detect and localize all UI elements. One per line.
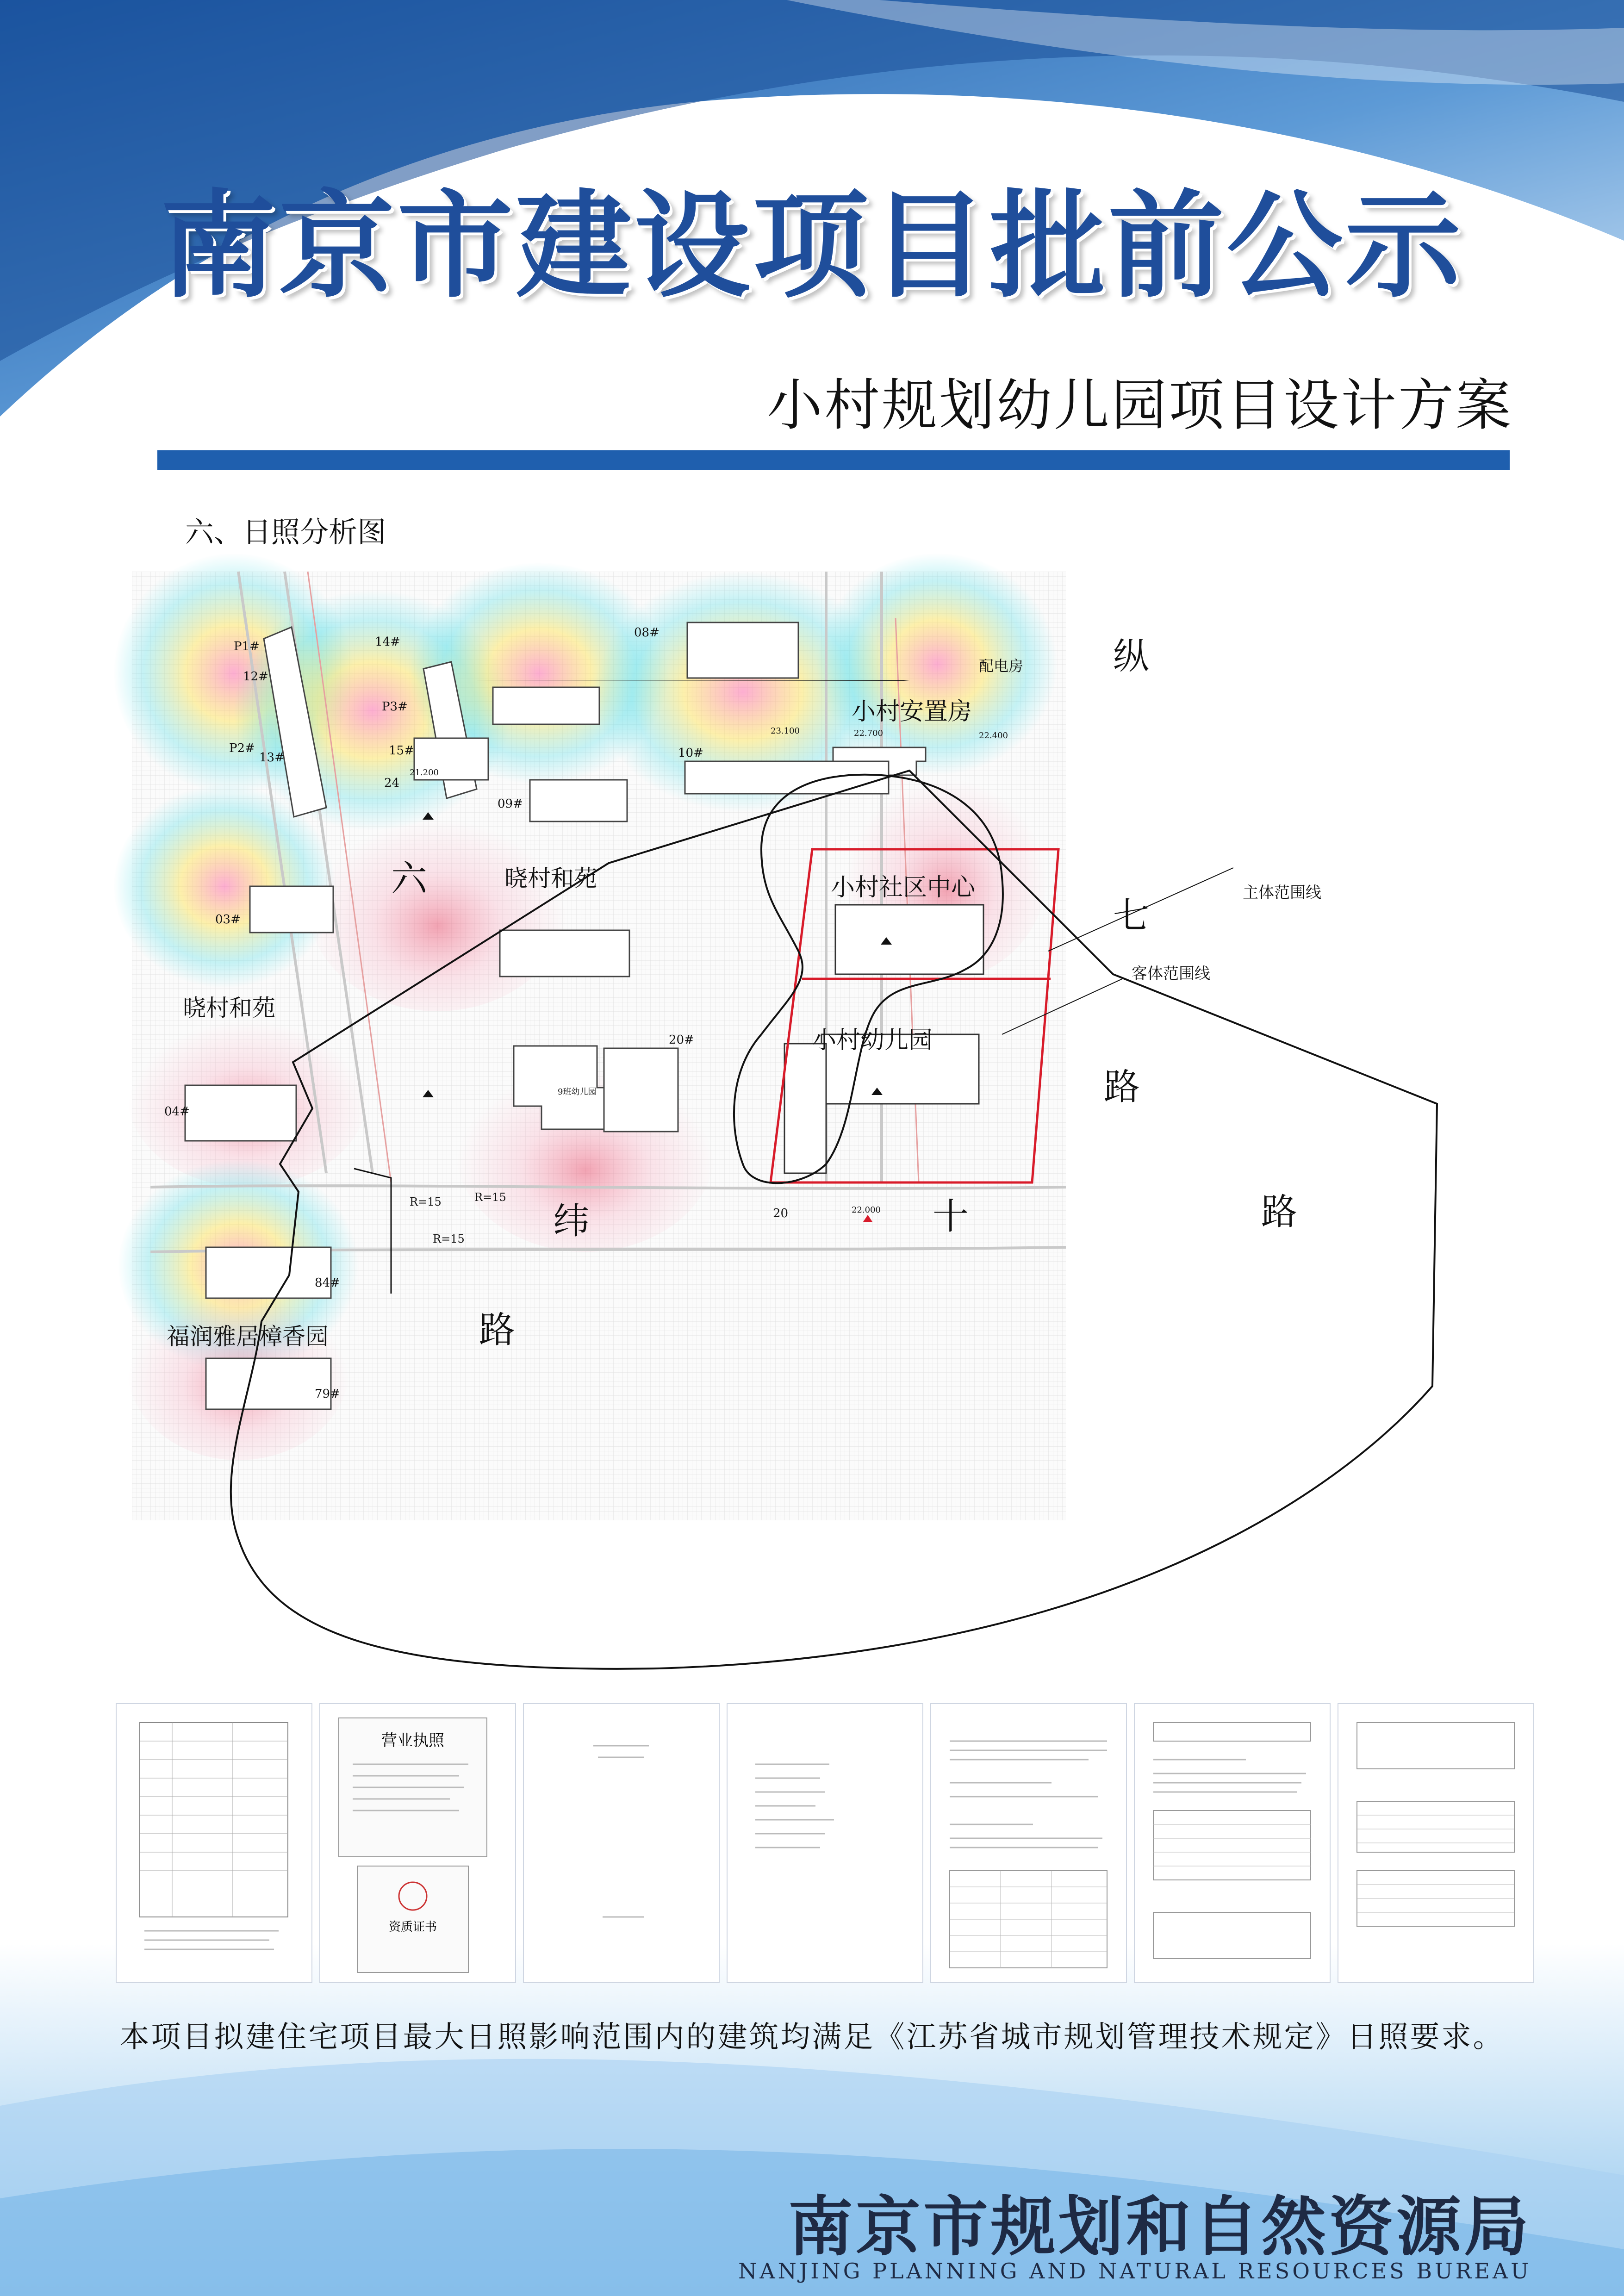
dimension-label: R=15 [433, 1232, 465, 1245]
building-label-kindergarten-9: 9班幼儿园 [558, 1087, 597, 1097]
certificate-heading: 资质证书 [388, 1920, 437, 1934]
issuer-name: 南京市规划和自然资源局 [788, 2189, 1531, 2265]
road-label-lu-east: 路 [1104, 1066, 1140, 1108]
block-id: 09# [498, 797, 523, 811]
license-heading: 营业执照 [381, 1731, 444, 1750]
object-scope-label: 客体范围线 [1132, 964, 1210, 983]
block-id: 20# [669, 1033, 694, 1047]
attachment-business-license [319, 1703, 516, 1983]
block-id: 15# [389, 744, 414, 758]
block-id: 14# [375, 635, 400, 649]
block-id: 08# [634, 626, 660, 640]
attachment-report-page-1 [930, 1703, 1127, 1983]
elevation-label: 23.100 [771, 726, 800, 736]
building-label-xiaocun-1: 晓村和苑 [504, 865, 597, 892]
main-scope-label: 主体范围线 [1243, 884, 1321, 902]
sunlight-analysis-map [132, 572, 1321, 1675]
attachment-report-cover [523, 1703, 720, 1983]
building-label-furun: 福润雅居樟香园 [167, 1323, 329, 1350]
issuer-name-english: NANJING PLANNING AND NATURAL RESOURCES BUREAU [738, 2259, 1531, 2284]
building-label-anzhi: 小村安置房 [852, 698, 972, 726]
elevation-label: 22.000 [852, 1205, 881, 1215]
map-drawing [132, 572, 1321, 1675]
attachment-report-page-3 [1338, 1703, 1534, 1983]
elevation-label: 22.400 [979, 731, 1008, 740]
title-divider [157, 450, 1510, 470]
attachment-report-page-2 [1134, 1703, 1331, 1983]
dimension-label: 20 [773, 1207, 789, 1220]
road-label-shi: 十 [933, 1196, 969, 1238]
elevation-label: 21.200 [410, 768, 439, 778]
road-label-liu: 六 [391, 858, 428, 900]
building-label-kindergarten: 小村幼儿园 [812, 1027, 933, 1054]
road-label-lu-south: 路 [1261, 1191, 1298, 1233]
block-id: P2# [229, 741, 255, 755]
block-id: 03# [215, 913, 241, 927]
block-id: P1# [234, 640, 260, 653]
attachment-application-form [116, 1703, 312, 1983]
building-label-community: 小村社区中心 [831, 874, 976, 902]
block-id: 10# [678, 746, 703, 760]
dimension-label: R=15 [474, 1191, 506, 1204]
compliance-statement: 本项目拟建住宅项目最大日照影响范围内的建筑均满足《江苏省城市规划管理技术规定》日照要求。 [119, 2020, 1505, 2054]
road-label-zong: 纵 [1113, 636, 1150, 678]
block-id: 13# [259, 751, 285, 765]
attachment-report-contents [727, 1703, 923, 1983]
block-id: 12# [243, 670, 268, 684]
section-heading: 六、日照分析图 [185, 515, 386, 549]
poster-title: 南京市建设项目批前公示 [160, 177, 1464, 313]
road-label-lu-west: 路 [479, 1309, 516, 1351]
road-label-wei: 纬 [553, 1201, 590, 1242]
building-label-peidian: 配电房 [979, 657, 1024, 675]
block-id: 04# [164, 1105, 190, 1119]
attachment-thumbnails [116, 1703, 1532, 1983]
project-subtitle: 小村规划幼儿园项目设计方案 [767, 373, 1513, 438]
block-id: P3# [382, 700, 408, 714]
elevation-label: 22.700 [854, 728, 883, 738]
building-label-xiaocun-2: 晓村和苑 [183, 995, 275, 1021]
block-id: 79# [315, 1387, 340, 1401]
road-label-qi: 七 [1113, 895, 1150, 937]
dimension-label: 24 [384, 776, 400, 790]
block-id: 84# [315, 1276, 340, 1290]
dimension-label: R=15 [410, 1195, 442, 1208]
